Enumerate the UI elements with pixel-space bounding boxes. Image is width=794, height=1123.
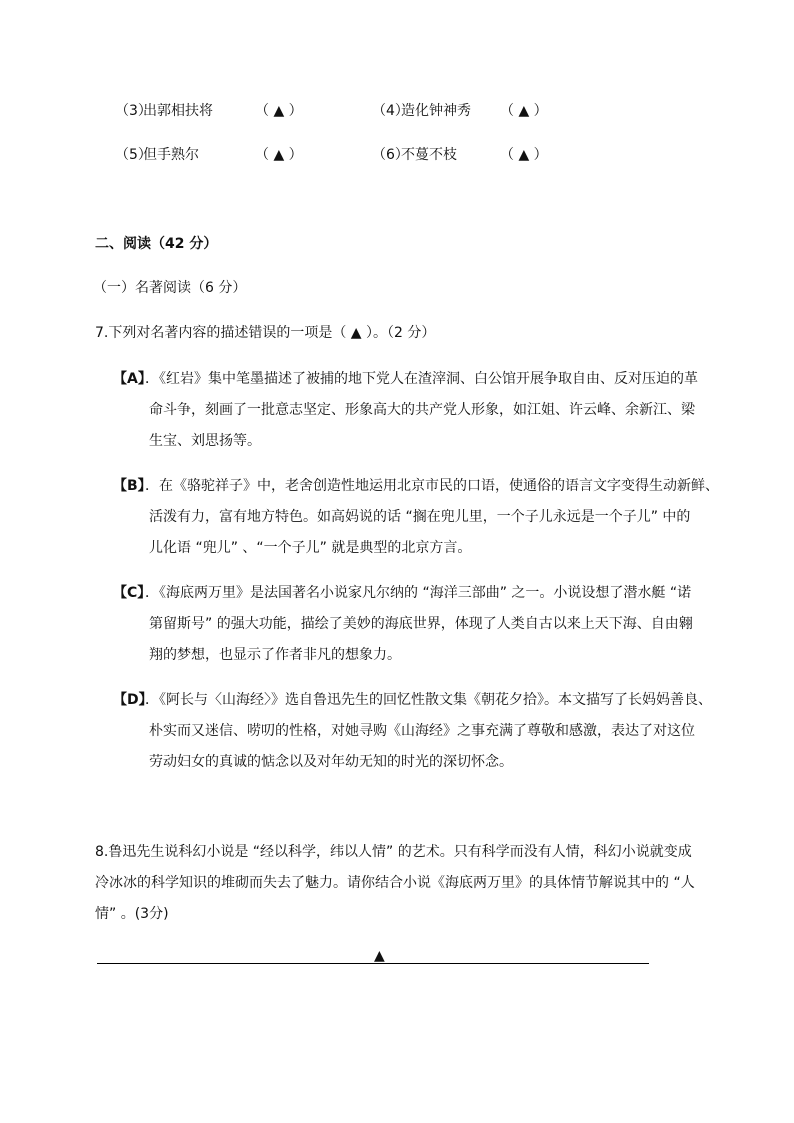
- option-a-label[interactable]: 【A】: [113, 371, 152, 387]
- option-b-label[interactable]: 【B】: [113, 478, 152, 494]
- idiom-4-text: 造化钟神秀: [401, 103, 471, 119]
- idiom-6-number: （6）: [372, 147, 409, 163]
- option-d-line-1: ．《阿长与〈山海经〉》选自鲁迅先生的回忆性散文集《朝花夕拾》。本文描写了长妈妈善良、: [145, 692, 712, 708]
- question-8-line-3: 情” 。(3分): [95, 906, 169, 922]
- idiom-5-answer-blank[interactable]: （ ▲ ）: [255, 147, 303, 163]
- question-8-answer-line[interactable]: [97, 963, 649, 964]
- idiom-5-text: 但手熟尔: [143, 147, 199, 163]
- option-b-line-2: 活泼有力，富有地方特色。如高妈说的话 “搁在兜儿里，一个子儿永远是一个子儿” 中的: [149, 509, 691, 525]
- option-c-label[interactable]: 【C】: [113, 585, 152, 601]
- section-heading-reading: 二、阅读（42 分）: [95, 236, 218, 252]
- option-a-line-2: 命斗争，刻画了一批意志坚定、形象高大的共产党人形象，如江姐、许云峰、余新江、梁: [149, 402, 695, 418]
- option-d-line-3: 劳动妇女的真诚的惦念以及对年幼无知的时光的深切怀念。: [149, 754, 513, 770]
- idiom-5-number: （5）: [115, 147, 152, 163]
- question-8-line-1: 8.鲁迅先生说科幻小说是 “经以科学，纬以人情” 的艺术。只有科学而没有人情，科幻小说就变成: [95, 844, 692, 860]
- question-8-line-2: 冷冰冰的科学知识的堆砌而失去了魅力。请你结合小说《海底两万里》的具体情节解说其中的 “人: [95, 875, 695, 891]
- question-7-stem: 7.下列对名著内容的描述错误的一项是（ ▲ ）。（2 分）: [95, 325, 436, 341]
- idiom-3-number: （3）: [115, 103, 152, 119]
- idiom-6-text: 不蔓不枝: [401, 147, 457, 163]
- option-d-line-2: 朴实而又迷信、唠叨的性格，对她寻购《山海经》之事充满了尊敬和感激，表达了对这位: [149, 723, 695, 739]
- option-b-line-3: 儿化语 “兜儿” 、“一个子儿” 就是典型的北京方言。: [149, 540, 472, 556]
- option-a-line-3: 生宝、刘思扬等。: [149, 433, 261, 449]
- option-c-line-2: 第留斯号” 的强大功能，描绘了美妙的海底世界，体现了人类自古以来上天下海、自由翱: [149, 616, 693, 632]
- option-d-label[interactable]: 【D】: [113, 692, 153, 708]
- option-c-line-3: 翔的梦想，也显示了作者非凡的想象力。: [149, 647, 401, 663]
- option-c-line-1: ．《海底两万里》是法国著名小说家凡尔纳的 “海洋三部曲” 之一。小说设想了潜水艇 “诺: [145, 585, 692, 601]
- idiom-4-answer-blank[interactable]: （ ▲ ）: [500, 103, 548, 119]
- question-8-answer-mark: ▲: [374, 948, 385, 964]
- subsection-heading-classics: （一）名著阅读（6 分）: [93, 280, 247, 296]
- option-b-line-1: ．在《骆驼祥子》中，老舍创造性地运用北京市民的口语，使通俗的语言文字变得生动新鲜、: [145, 478, 719, 494]
- idiom-6-answer-blank[interactable]: （ ▲ ）: [500, 147, 548, 163]
- idiom-3-text: 出郭相扶将: [143, 103, 213, 119]
- idiom-4-number: （4）: [372, 103, 409, 119]
- idiom-3-answer-blank[interactable]: （ ▲ ）: [255, 103, 303, 119]
- option-a-line-1: ．《红岩》集中笔墨描述了被捕的地下党人在渣滓洞、白公馆开展争取自由、反对压迫的革: [145, 371, 698, 387]
